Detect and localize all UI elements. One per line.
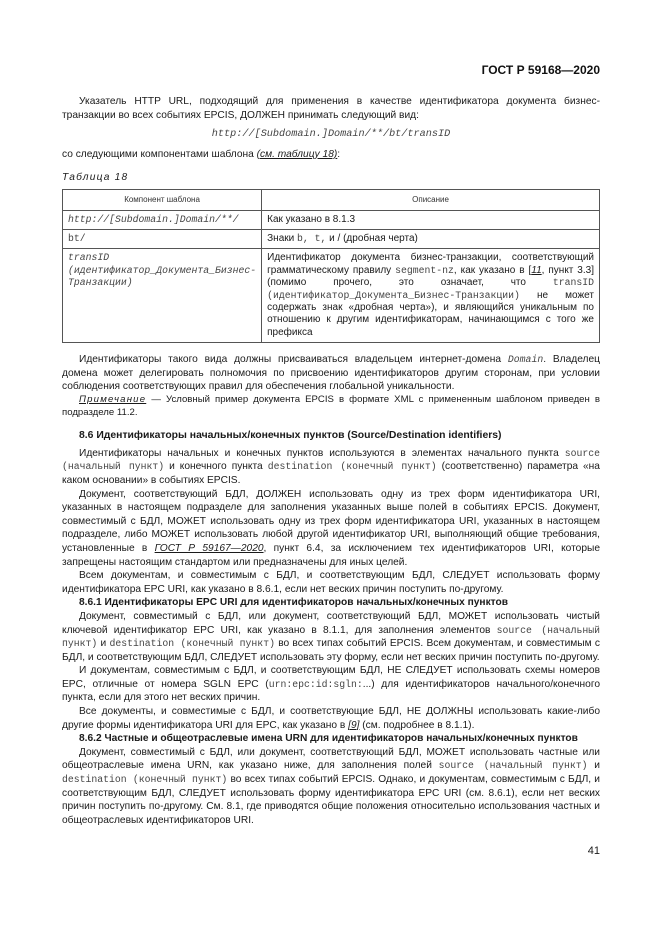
template-components-table [62, 189, 600, 343]
table-header-row [63, 189, 600, 210]
description-cell: Знаки b, t, и / (дробная черта) [262, 229, 600, 248]
section-8-6-2-paragraph-1: Документ, совместимый с БДЛ, или документ, соответствующий БДЛ, МОЖЕТ использовать частные или общеотраслевые имена URN, как указано ниже, для заполнения полей source (начальный пункт) и destination (конечный пункт) во всех типах событий EPCIS. Однако, и документам, совместимым с БДЛ, и соответствующим БДЛ, СЛЕДУЕТ использовать форму идентификатора EPC URI (см. 8.6.1), если нет веских причин поступить по-другому. См. 8.1, где приводятся общие положения относительно использования частных и общеотраслевых идентификаторов URI. [62, 746, 600, 826]
table-caption: Таблица 18 [62, 172, 129, 184]
note-paragraph: Примечание — Условный пример документа EPCIS в формате XML с примененным шаблоном приведен в подразделе 11.2. [62, 394, 600, 418]
section-8-6-paragraph-1: Идентификаторы начальных и конечных пунктов используются в элементах начального пункта source (начальный пункт) и конечного пункта destination (конечный пункт) (соответственно) параметра «на каком основании» в событиях EPCIS. [62, 447, 600, 486]
page-number: 41 [587, 845, 600, 857]
column-header-description: Описание [262, 189, 600, 210]
section-8-6-heading: 8.6 Идентификаторы начальных/конечных пунктов (Source/Destination identifiers) [79, 430, 502, 442]
section-8-6-2-heading: 8.6.2 Частные и общеотраслевые имена URN для идентификаторов начальных/конечных пунктов [79, 733, 578, 745]
note-label: Примечание [79, 394, 147, 405]
document-id-header: ГОСТ Р 59168—2020 [481, 63, 600, 77]
table-row [63, 210, 600, 229]
table-row [63, 229, 600, 248]
bibliography-reference-link-9[interactable]: [9] [348, 719, 360, 731]
section-8-6-1-paragraph-1: Документ, совместимый с БДЛ, или документ, соответствующий БДЛ, МОЖЕТ использовать чистый ключевой идентификатор EPC URI, как указано в 8.1.1, для заполнения элементов source (начальный пункт) и destination (конечный пункт) во всех типах событий EPCIS. Всем документам, и совместимым с БДЛ, и соответствующим БДЛ, СЛЕДУЕТ использовать эту форму, если нет веских причин поступить по-другому. [62, 610, 600, 663]
column-header-component: Компонент шаблона [63, 189, 262, 210]
page-content [62, 95, 600, 827]
standard-reference-link[interactable]: ГОСТ Р 59167—2020 [154, 542, 264, 554]
section-8-6-paragraph-3: Всем документам, и совместимым с БДЛ, и соответствующим БДЛ, СЛЕДУЕТ использовать форму идентификатора EPC URI, как указано в 8.6.1, если нет веских причин поступить по-другому. [62, 570, 600, 595]
description-cell: Идентификатор документа бизнес-транзакции, соответствующий грамматическому правилу segment-nz, как указано в [11, пункт 3.3] (помимо прочего, это означает, что transID (идентификатор_Документа_Бизнес-Транзакции) не может содержать знак «дробная черта»), и являющийся уникальным по отношению к другим идентификаторам, начинающимся с того же префикса [262, 249, 600, 343]
domain-owner-paragraph: Идентификаторы такого вида должны присваиваться владельцем интернет-домена Domain. Владелец домена может делегировать полномочия по присвоению идентификаторов другим сторонам, при условии соблюдения соответствующих правил для обеспечения глобальной уникальности. [62, 354, 600, 393]
section-8-6-paragraph-2: Документ, соответствующий БДЛ, ДОЛЖЕН использовать одну из трех форм идентификатора URI, указанных в настоящем подразделе для заполнения указанных выше полей в событиях EPCIS. Документ, совместимый с БДЛ, МОЖЕТ использовать одну из трех форм идентификатора URI, указанных в настоящем подразделе, либо МОЖЕТ использовать любой другой идентификатор URI, выполняющий общие требования, установленные в ГОСТ Р 59167—2020, пункт 6.4, за исключением тех идентификаторов URI, которые запрещены настоящим стандартом или предназначены для иных целей. [62, 488, 600, 568]
component-cell: transID (идентификатор_Документа_Бизнес-Транзакции) [63, 249, 262, 343]
component-cell: http://[Subdomain.]Domain/**/ [63, 210, 262, 229]
url-template: http://[Subdomain.]Domain/**/bt/transID [211, 129, 451, 141]
component-cell: bt/ [63, 229, 262, 248]
components-intro: со следующими компонентами шаблона (см. таблицу 18): [62, 148, 341, 160]
bibliography-reference-link[interactable]: 11 [531, 264, 542, 276]
section-8-6-1-paragraph-3: Все документы, и совместимые с БДЛ, и соответствующие БДЛ, НЕ ДОЛЖНЫ использовать какие-либо другие формы идентификатора URI для EPC, как указано в [9] (см. подробнее в 8.1.1). [62, 706, 600, 731]
table-row [63, 249, 600, 343]
table-reference-link[interactable]: (см. таблицу 18) [256, 148, 338, 160]
description-cell: Как указано в 8.1.3 [262, 210, 600, 229]
section-8-6-1-paragraph-2: И документам, совместимым с БДЛ, и соответствующим БДЛ, НЕ СЛЕДУЕТ использовать схемы номеров EPC, отличные от номера SGLN EPC (urn:epc:id:sgln:...) для идентификаторов начального/конечного пункта, если для этого нет веских причин. [62, 665, 601, 704]
section-8-6-1-heading: 8.6.1 Идентификаторы EPC URI для идентификаторов начальных/конечных пунктов [79, 597, 509, 609]
intro-paragraph: Указатель HTTP URL, подходящий для применения в качестве идентификатора документа бизнес-транзакции во всех событиях EPCIS, ДОЛЖЕН принимать следующий вид: [62, 96, 600, 121]
